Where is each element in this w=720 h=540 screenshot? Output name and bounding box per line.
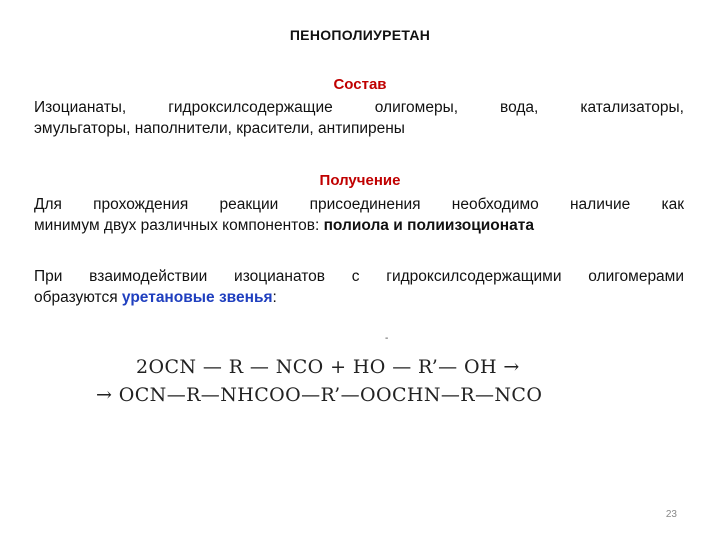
interaction-colon: : xyxy=(272,289,277,306)
reaction-formula-line-2: → OCN—R—NHCOO—R’—OOCHN—R—NCO xyxy=(96,384,543,406)
small-mark: - xyxy=(385,333,389,344)
composition-line-2: эмульгаторы, наполнители, красители, антипирены xyxy=(34,120,405,137)
composition-paragraph xyxy=(34,97,684,139)
urethane-links-term: уретановые звенья xyxy=(121,289,273,306)
composition-heading: Состав xyxy=(333,76,387,93)
composition-line-1: Изоцианаты, гидроксилсодержащие олигомеры, вода, катализаторы, xyxy=(34,99,684,116)
interaction-line-2-text: образуются xyxy=(34,289,122,306)
page-number: 23 xyxy=(665,509,677,520)
polyol-term: полиола xyxy=(323,217,389,234)
reaction-formula-line-1: 2OCN — R — NCO + HO — R’— OH → xyxy=(136,356,520,378)
interaction-paragraph xyxy=(34,266,684,308)
production-line-2 xyxy=(34,215,684,236)
slide-title: ПЕНОПОЛИУРЕТАН xyxy=(289,27,431,43)
production-line-2-text: минимум двух различных компонентов: xyxy=(34,217,324,234)
production-line-1: Для прохождения реакции присоединения необходимо наличие как xyxy=(34,196,684,213)
production-heading: Получение xyxy=(319,172,401,189)
production-paragraph xyxy=(34,194,684,236)
polyisocyanate-term: полиизоционата xyxy=(407,217,534,234)
interaction-line-1: При взаимодействии изоцианатов с гидроксилсодержащими олигомерами xyxy=(34,268,684,285)
conjunction: и xyxy=(388,217,408,234)
interaction-line-2 xyxy=(34,287,684,308)
